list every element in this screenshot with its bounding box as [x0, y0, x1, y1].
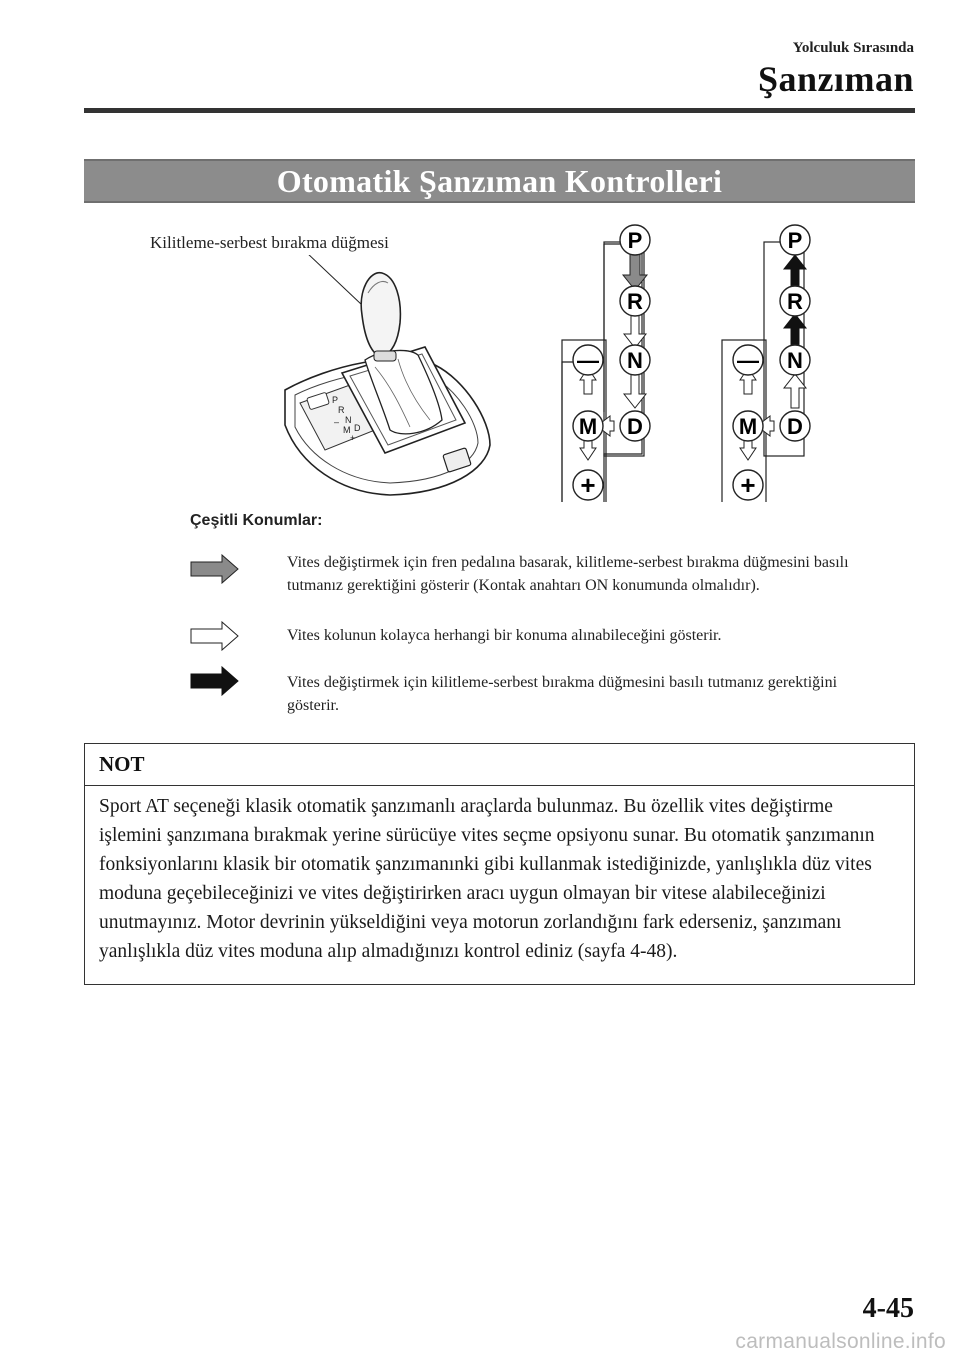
shift-lever-illustration [250, 255, 500, 500]
gate1-d-label: D [627, 414, 643, 439]
shift-gate-diagram-brake [552, 222, 662, 502]
gate1-p-label: P [627, 228, 643, 253]
release-button-callout: Kilitleme-serbest bırakma düğmesi [150, 233, 389, 252]
legend-text-free: Vites kolunun kolayca herhangi bir konuma alınabileceğini gösterir. [287, 627, 722, 644]
header-divider [84, 108, 915, 113]
gray-arrow-icon [190, 554, 240, 584]
gate2-plus-label: + [740, 470, 756, 500]
gate1-m-label: M [578, 414, 598, 439]
gate2-p-label: P [787, 228, 803, 253]
white-arrow-icon [190, 621, 240, 651]
note-title: NOT [85, 744, 914, 786]
watermark: carmanualsonline.info [735, 1330, 946, 1353]
gate2-d-label: D [787, 414, 803, 439]
positions-title: Çeşitli Konumlar: [190, 512, 323, 529]
console-label-d: D [354, 423, 361, 433]
legend-text-release: Vites değiştirmek için kilitleme-serbest bırakma düğmesini basılı tutmanız gerektiğini gösterir. [287, 674, 838, 714]
gate2-m-label: M [738, 414, 758, 439]
chapter-title: Yolculuk Sırasında [792, 40, 914, 56]
gate1-r-label: R [627, 289, 643, 314]
gate2-minus-label: — [737, 348, 759, 373]
note-body: Sport AT seçeneği klasik otomatik şanzımanlı araçlarda bulunmaz. Bu özellik vites değiştirme işlemini şanzımana bırakmak yerine sürücüye vites seçme opsiyonu sunar. Bu otomatik şanzımanın fonksiyonlarını klasik bir otomatik şanzımanınki gibi kullanmak istediğinizde, yanlışlıkla düz vites moduna geçebileceğinizi ve vites değiştirirken aracı uygun olmayan bir vitese alabileceğinizi unutmayınız. Motor devrinin yükseldiğini veya motorun zorlandığını fark ederseniz, şanzımanı yanlışlıkla düz vites moduna alıp almadığınızı kontrol ediniz (sayfa 4-48). [99, 796, 875, 962]
gate2-r-label: R [787, 289, 803, 314]
console-label-plus: + [350, 433, 356, 443]
console-label-minus: – [334, 417, 340, 427]
gate1-plus-label: + [580, 470, 596, 500]
page-title: Şanzıman [757, 59, 914, 99]
console-label-r: R [338, 405, 345, 415]
legend-text-brake: Vites değiştirmek için fren pedalına basarak, kilitleme-serbest bırakma düğmesini basılı tutmanız gerektiğini gösterir (Kontak anahtarı ON konumunda olmalıdır). [287, 554, 849, 594]
note-box [84, 743, 915, 985]
section-title-band [84, 159, 915, 203]
gate2-n-label: N [787, 348, 803, 373]
console-label-p: P [332, 395, 339, 405]
gate1-n-label: N [627, 348, 643, 373]
console-label-m: M [343, 425, 351, 435]
shift-gate-diagram-release [712, 222, 822, 502]
console-label-n: N [345, 415, 352, 425]
page-number: 4-45 [862, 1293, 914, 1324]
black-arrow-icon [190, 666, 240, 696]
gate1-minus-label: — [577, 348, 599, 373]
section-title: Otomatik Şanzıman Kontrolleri [276, 162, 723, 199]
